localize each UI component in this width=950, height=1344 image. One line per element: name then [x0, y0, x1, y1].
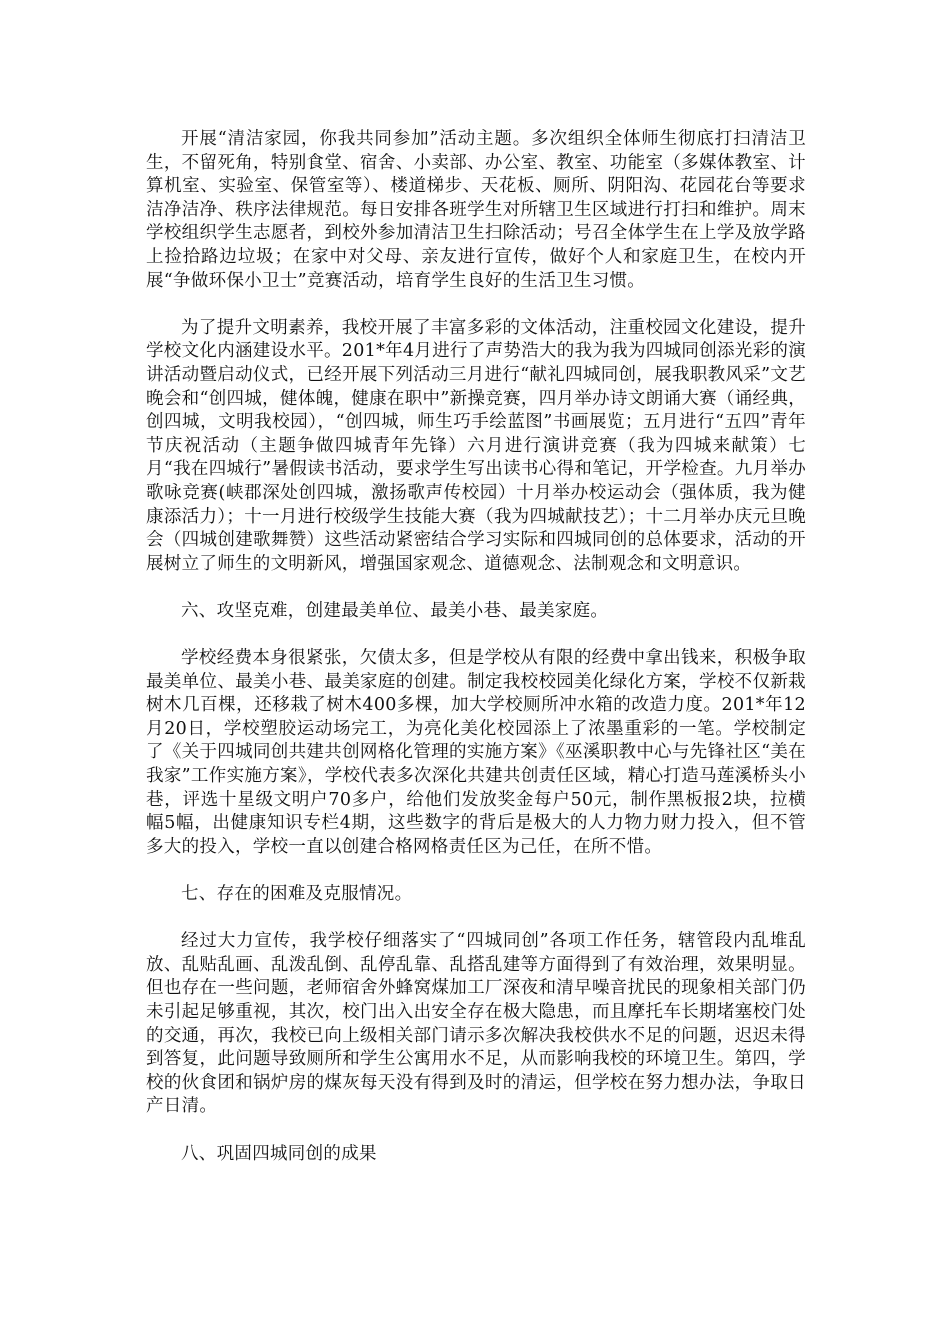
document-page: [146, 128, 806, 1190]
paragraph-beautification: 学校经费本身很紧张，欠债太多，但是学校从有限的经费中拿出钱来，积极争取最美单位、最美小巷、最美家庭的创建。制定我校校园美化绿化方案，学校不仅新栽树木几百棵，还移栽了树木400多棵，加大学校厕所冲水箱的改造力度。201*年12月20日，学校塑胶运动场完工，为亮化美化校园添上了浓墨重彩的一笔。学校制定了《关于四城同创共建共创网格化管理的实施方案》《巫溪职教中心与先锋社区“美在我家”工作实施方案》，学校代表多次深化共建共创责任区域，精心打造马莲溪桥头小巷，评选十星级文明户70多户，给他们发放奖金每户50元，制作黑板报2块，拉横幅5幅，出健康知识专栏4期，这些数字的背后是极大的人力物力财力投入，但不管多大的投入，学校一直以创建合格网格责任区为己任，在所不惜。: [146, 648, 806, 857]
paragraph-difficulties: 经过大力宣传，我学校仔细落实了“四城同创”各项工作任务，辖管段内乱堆乱放、乱贴乱画、乱泼乱倒、乱停乱靠、乱搭乱建等方面得到了有效治理，效果明显。但也存在一些问题，老师宿舍外蜂窝煤加工厂深夜和清早噪音扰民的现象相关部门仍未引起足够重视，其次，校门出入出安全存在极大隐患，而且摩托车长期堵塞校门处的交通，再次，我校已向上级相关部门请示多次解决我校供水不足的问题，迟迟未得到答复，此问题导致厕所和学生公寓用水不足，从而影响我校的环境卫生。第四，学校的伙食团和锅炉房的煤灰每天没有得到及时的清运，但学校在努力想办法，争取日产日清。: [146, 931, 806, 1117]
section-heading-8: 八、巩固四城同创的成果: [181, 1143, 377, 1164]
section-heading-7: 七、存在的困难及克服情况。: [181, 884, 413, 904]
section-heading-6: 六、攻坚克难，创建最美单位、最美小巷、最美家庭。: [181, 600, 609, 621]
paragraph-cleaning-campaign: 开展“清洁家园，你我共同参加”活动主题。多次组织全体师生彻底打扫清洁卫生，不留死角，特别食堂、宿舍、小卖部、办公室、教室、功能室（多媒体教室、计算机室、实验室、保管室等）、楼道梯步、天花板、厕所、阴阳沟、花园花台等要求洁净洁净、秩序法律规范。每日安排各班学生对所辖卫生区域进行打扫和维护。周末学校组织学生志愿者，到校外参加清洁卫生扫除活动；号召全体学生在上学及放学路上捡拾路边垃圾；在家中对父母、亲友进行宣传，做好个人和家庭卫生，在校内开展“争做环保小卫士”竞赛活动，培育学生良好的生活卫生习惯。: [146, 129, 806, 291]
paragraph-cultural-activities: 为了提升文明素养，我校开展了丰富多彩的文体活动，注重校园文化建设，提升学校文化内涵建设水平。201*年4月进行了声势浩大的我为我为四城同创添光彩的演讲活动暨启动仪式，已经开展下列活动三月进行“献礼四城同创，展我职教风采”文艺晚会和“创四城，健体魄，健康在职中”新操竞赛，四月举办诗文朗诵大赛（诵经典，创四城，文明我校园），“创四城，师生巧手绘蓝图”书画展览；五月进行“五四”青年节庆祝活动（主题争做四城青年先锋）六月进行演讲竞赛（我为四城来献策）七月“我在四城行”暑假读书活动，要求学生写出读书心得和笔记，开学检查。九月举办歌咏竞赛(峡郡深处创四城，激扬歌声传校园）十月举办校运动会（强体质，我为健康添活力）；十一月进行校级学生技能大赛（我为四城献技艺）；十二月举办庆元旦晚会（四城创建歌舞赞）这些活动紧密结合学习实际和四城同创的总体要求，活动的开展树立了师生的文明新风，增强国家观念、道德观念、法制观念和文明意识。: [146, 317, 806, 574]
